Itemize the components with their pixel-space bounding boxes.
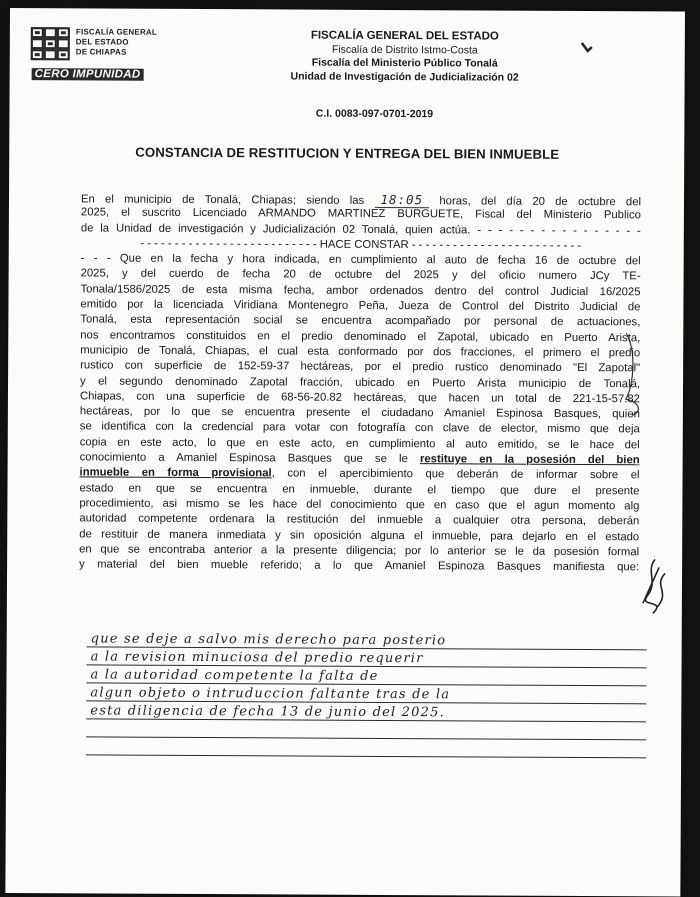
body-line: nos encontramos constituidos en el predio denominado el Zapotal, ubicado en Puerto Arista, (80, 329, 641, 344)
pen-mark-top (582, 43, 592, 51)
document-body (79, 190, 641, 575)
body-line: estado en que se encuentra en inmueble, durante el tiempo que dure el presente (79, 482, 640, 497)
body-line: hectáreas, por lo que se encuentra presente el ciudadano Amaniel Espinosa Basques, quien (79, 405, 640, 421)
body-line: municipio de Tonalá, Chiapas, el cual esta conformado por dos fracciones, el primero el predio (80, 344, 641, 360)
header-line-4: Unidad de Investigación de Judicialización 02 (290, 69, 519, 84)
body-line: autoridad competente ordenara la restitución del inmueble a cualquier otra persona, deberán (79, 512, 640, 528)
body-line: emitido por la licenciada Viridiana Montenegro Peña, Jueza de Control del Distrito Judicial de (80, 298, 641, 314)
margin-signature (643, 559, 665, 613)
body-line: se identifica con la credencial para votar con fotografía con clave de elector, mismo que deja (79, 420, 640, 436)
body-line: procedimiento, asi mismo se les hace del conocimiento que en caso que el agun momento alg (79, 497, 640, 513)
header-line-1: FISCALÍA GENERAL DEL ESTADO (310, 29, 499, 43)
body-line: Tonala/1586/2025 de esta misma fecha, ambor ordenados dentro del control Judicial 16/2025 (80, 283, 641, 299)
hace-constar-line: - - - - - - - - - - - - - - - - - - - - - - - - - - HACE CONSTAR - - - - - - - - - - - - - - - - - - - - - - - - - (140, 237, 582, 252)
handwritten-time: 18:05 (374, 192, 429, 208)
case-number: C.I. 0083-097-0701-2019 (315, 107, 434, 121)
handwritten-line: a la autoridad competente la falta de (90, 667, 379, 684)
body-line: 2025, y del cuerdo de fecha 20 de octubre del 2025 y del oficio numero JCy TE- (80, 267, 641, 283)
handwritten-line: a la revision minuciosa del predio requerir (90, 649, 424, 667)
body-line: Tonalá, esta representación social se encuentra acompañado por personal de actuaciones, (80, 313, 641, 329)
intro-line-3: de la Unidad de investigación y Judicialización 02 Tonalá, quien actúa. - - - - - - - - - - - - - - - - (80, 221, 641, 237)
body-line: rustico con superficie de 152-59-37 hectáreas, por el predio rustico denominado "El Zapotal" (80, 359, 641, 375)
intro-line-2: 2025, el suscrito Licenciado ARMANDO MARTINEZ BURGUETE, Fiscal del Ministerio Publico (80, 206, 641, 222)
restitution-emphasis-2: inmueble en forma provisional (79, 466, 272, 480)
document-sheet (5, 8, 685, 897)
logo-org-line-2: DEL ESTADO (75, 37, 129, 47)
body-line: de restituir de manera inmediata y sin oposición alguna el inmueble, para dejarlo en el estado (79, 527, 640, 543)
restitution-text-after: , con el apercibimiento que deberán de informar sobre el (271, 467, 640, 482)
body-line: en que se encontraba anterior a la presente diligencia; por lo anterior se le da posesión formal (79, 543, 640, 559)
intro-text-before-time: En el municipio de Tonalá, Chiapas; siendo las (80, 193, 365, 207)
header-line-2: Fiscalía de Distrito Istmo-Costa (331, 43, 478, 56)
body-line: Chiapas, con una superficie de 68-56-20.82 hectáreas, que hacen un total de 221-15-57.82 (79, 390, 640, 406)
logo-slogan: CERO IMPUNIDAD (32, 68, 144, 81)
logo-org-line-1: FISCALÍA GENERAL (75, 27, 158, 37)
handwritten-line: que se deje a salvo mis derecho para posterio (90, 631, 447, 649)
handwritten-line: esta diligencia de fecha 13 de junio del 2025. (90, 703, 445, 721)
body-line: - - - Que en la fecha y hora indicada, en cumplimiento al auto de fecha 16 de octubre del (80, 252, 641, 268)
ruled-line (86, 754, 646, 758)
handwritten-statement (86, 630, 662, 763)
body-line: y el segundo denominado Zapotal fracción, ubicado en Puerto Arista municipio de Tonalá, (80, 374, 641, 390)
header-line-3: Fiscalía del Ministerio Público Tonalá (311, 56, 498, 70)
restitution-text: conocimiento a Amaniel Espinosa Basques que se le (79, 451, 408, 466)
ruled-line (86, 736, 646, 740)
logo-org-line-3: DE CHIAPAS (75, 47, 127, 57)
body-line: copia en este acto, lo que en este acto, en cumplimiento al auto emitido, se le hace del (79, 436, 640, 452)
document-title: CONSTANCIA DE RESTITUCION Y ENTREGA DEL BIEN INMUEBLE (135, 144, 560, 162)
restitution-emphasis-1: restituye en la posesión del bien (419, 453, 640, 467)
intro-text-after-time: horas, del día 20 de octubre del (439, 195, 642, 209)
handwritten-line: algun objeto o intruduccion faltante tras de la (90, 685, 451, 703)
body-line: y material del bien mueble referido; a lo que Amaniel Espinoza Basques manifiesta que: (79, 558, 640, 574)
